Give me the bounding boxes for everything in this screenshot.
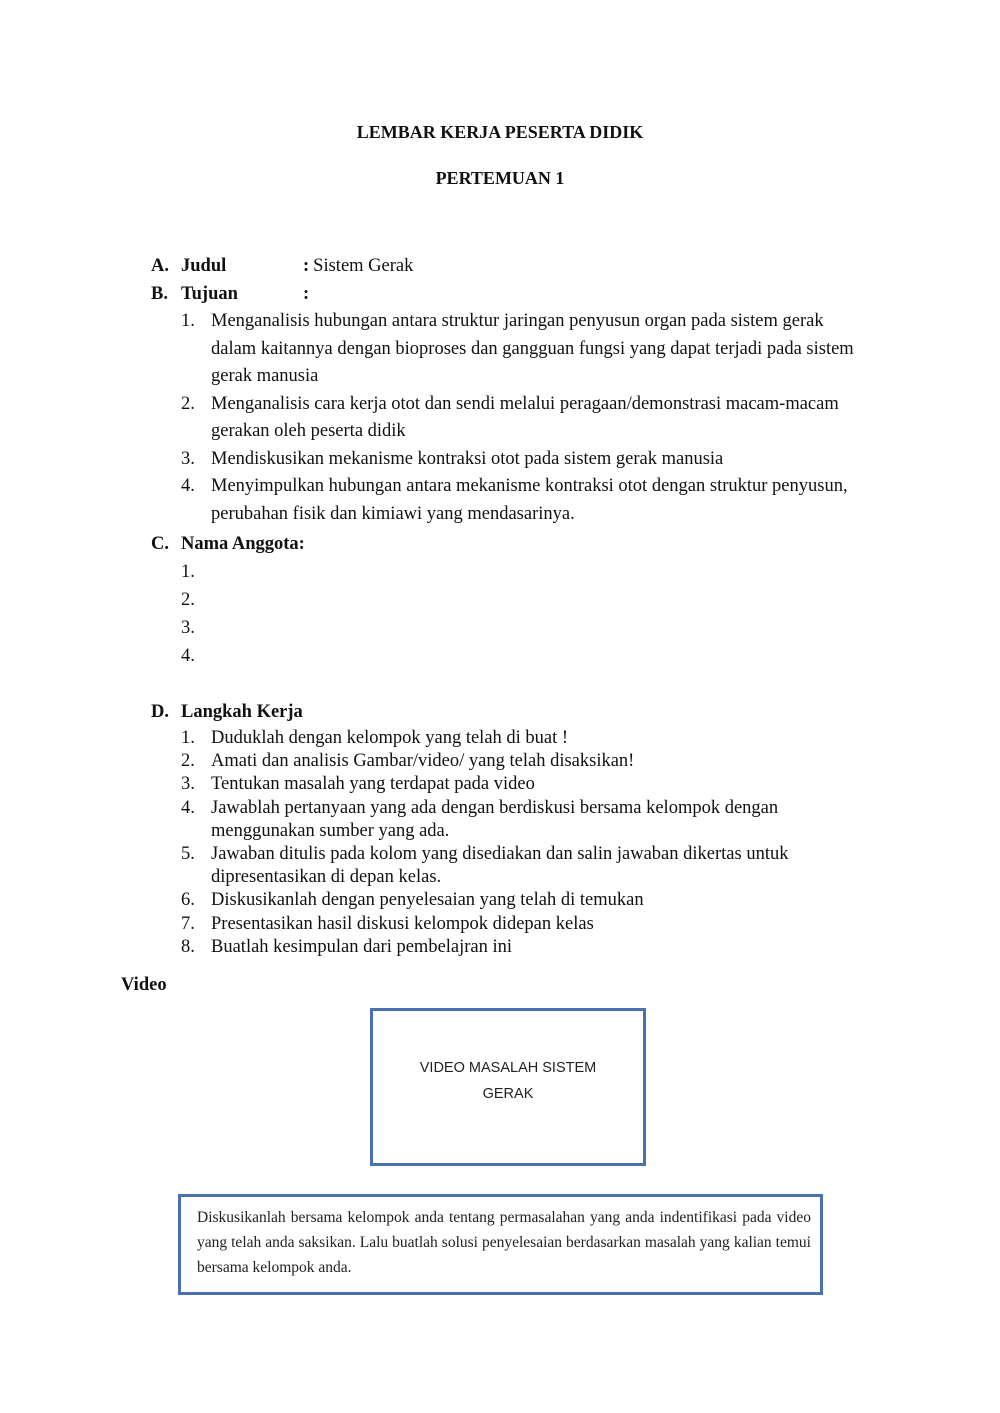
item-number: 7. [181,913,195,934]
item-number: 2. [181,751,195,772]
list-item [181,727,861,750]
member-slot [181,642,861,670]
section-b-letter: B. [151,284,168,304]
section-d-letter: D. [151,702,169,722]
item-text: Amati dan analisis Gambar/video/ yang telah disaksikan! [211,751,635,772]
list-item [181,913,861,936]
item-text: Menganalisis cara kerja otot dan sendi melalui peragaan/demonstrasi macam-macam gerakan oleh peserta didik [211,393,839,441]
section-a-label: Judul [181,256,227,276]
page-subtitle: PERTEMUAN 1 [435,168,565,188]
list-item [181,936,861,959]
item-number: 5. [181,844,195,865]
item-text: Tentukan masalah yang terdapat pada video [211,774,535,795]
item-text: Diskusikanlah dengan penyelesaian yang telah di temukan [211,890,644,911]
member-slot [181,586,861,614]
list-item [181,797,861,843]
item-text: Duduklah dengan kelompok yang telah di buat ! [211,728,569,748]
video-heading: Video [121,975,167,995]
section-d-label: Langkah Kerja [181,702,303,722]
item-number: 4. [181,646,195,666]
page-title: LEMBAR KERJA PESERTA DIDIK [356,122,644,142]
list-item [181,773,861,796]
discussion-task-text: Diskusikanlah bersama kelompok anda tentang permasalahan yang anda indentifikasi pada video yang telah anda saksikan. Lalu buatlah solusi penyelesaian berdasarkan masalah yang kalian temui bersama kelompok anda. [197,1209,811,1276]
item-number: 3. [181,774,195,795]
item-text: Jawablah pertanyaan yang ada dengan berdiskusi bersama kelompok dengan menggunakan sumber yang ada. [211,797,779,841]
list-item [181,308,861,391]
item-text: Menyimpulkan hubungan antara mekanisme kontraksi otot dengan struktur penyusun, perubahan fisik dan kimiawi yang mendasarinya. [211,476,848,524]
section-c-label: Nama Anggota: [181,534,305,554]
item-number: 4. [181,476,195,496]
video-placeholder-line: VIDEO MASALAH SISTEM [419,1060,597,1076]
item-number: 1. [181,562,195,582]
item-text: Buatlah kesimpulan dari pembelajran ini [211,936,513,957]
tujuan-list [181,308,861,528]
item-text: Mendiskusikan mekanisme kontraksi otot pada sistem gerak manusia [211,448,724,469]
video-placeholder-text [373,1055,643,1107]
section-b-tujuan [151,280,313,308]
langkah-list [181,727,861,959]
list-item [181,446,861,474]
item-number: 3. [181,448,195,469]
section-c-letter: C. [151,534,169,554]
list-item [181,889,861,912]
video-placeholder-box[interactable] [370,1008,646,1166]
list-item [181,473,861,528]
section-a-letter: A. [151,256,169,276]
list-item [181,750,861,773]
discussion-task-box [178,1194,823,1295]
item-number: 8. [181,936,195,957]
item-number: 1. [181,311,195,331]
item-number: 3. [181,618,195,638]
section-d-langkah-kerja [151,698,303,726]
section-a-value: Sistem Gerak [313,256,414,276]
item-text: Menganalisis hubungan antara struktur jaringan penyusun organ pada sistem gerak dalam kaitannya dengan bioproses dan gangguan fungsi yang dapat terjadi pada sistem gerak manusia [211,311,854,386]
member-slot [181,558,861,586]
video-placeholder-line: GERAK [482,1086,534,1102]
list-item [181,843,861,889]
section-b-label: Tujuan [181,284,238,304]
list-item [181,391,861,446]
item-text: Presentasikan hasil diskusi kelompok didepan kelas [211,913,594,934]
section-b-colon: : [303,284,310,304]
section-c-nama-anggota [151,530,305,558]
item-number: 2. [181,393,195,414]
section-a-colon: : [303,256,310,276]
item-number: 6. [181,890,195,911]
item-text: Jawaban ditulis pada kolom yang disediakan dan salin jawaban dikertas untuk dipresentasikan di depan kelas. [211,844,789,888]
item-number: 2. [181,590,195,610]
member-slot [181,614,861,642]
item-number: 1. [181,728,195,748]
section-a-judul [151,252,413,280]
item-number: 4. [181,797,195,818]
anggota-list [181,558,861,670]
